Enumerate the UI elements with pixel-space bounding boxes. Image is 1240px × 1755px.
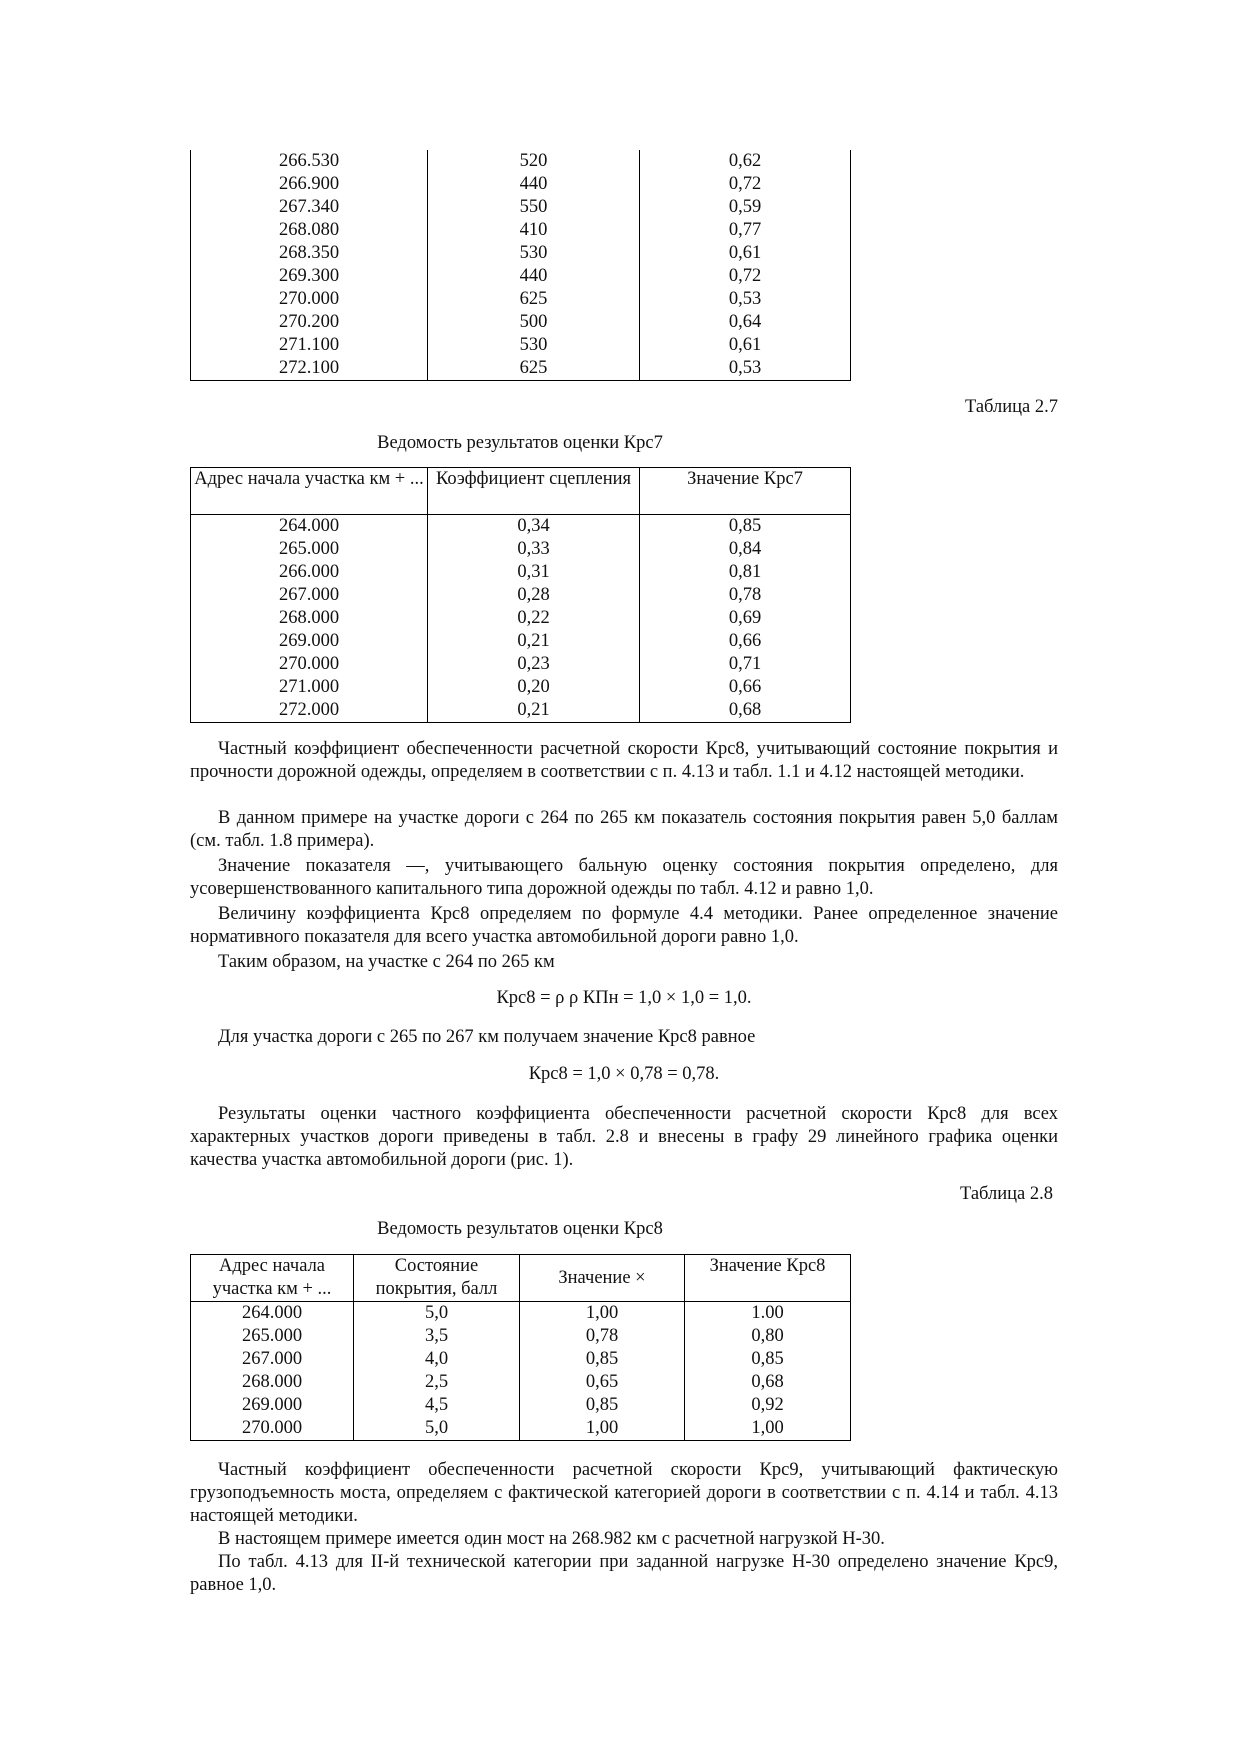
table-cell: 0,80 bbox=[685, 1325, 851, 1348]
table-cell: 0,85 bbox=[640, 515, 851, 539]
table-cell: 2,5 bbox=[354, 1371, 520, 1394]
table-cell: 0,65 bbox=[520, 1371, 685, 1394]
table-row bbox=[191, 311, 851, 334]
table-cell: 0,72 bbox=[640, 265, 851, 288]
table-cell: 0,68 bbox=[640, 699, 851, 723]
table-cell: 0,85 bbox=[685, 1348, 851, 1371]
table-cell: 0,31 bbox=[428, 561, 640, 584]
table-row bbox=[191, 173, 851, 196]
table-row bbox=[191, 515, 851, 539]
paragraph-8: Частный коэффициент обеспеченности расчетной скорости Крс9, учитывающий фактическую грузоподъемность моста, определяем с фактической категорией дороги в соответствии с п. 4.14 и табл. 4.13 настоящей методики. bbox=[190, 1460, 1058, 1526]
table-continuation bbox=[190, 150, 851, 381]
table-cell: 4,5 bbox=[354, 1394, 520, 1417]
table-2-8-label: Таблица 2.8 bbox=[960, 1184, 1053, 1204]
paragraph-7: Результаты оценки частного коэффициента обеспеченности расчетной скорости Крс8 для всех характерных участков дороги приведены в табл. 2.8 и внесены в графу 29 линейного графика оценки качества участка автомобильной дороги (рис. 1). bbox=[190, 1104, 1058, 1170]
table-row bbox=[191, 334, 851, 357]
table-cell: 270.200 bbox=[191, 311, 428, 334]
table-row bbox=[191, 676, 851, 699]
table-cell: 271.100 bbox=[191, 334, 428, 357]
table-cell: 264.000 bbox=[191, 515, 428, 539]
table-cell: 267.000 bbox=[191, 584, 428, 607]
table-cell: 625 bbox=[428, 357, 640, 381]
table-cell: 0,64 bbox=[640, 311, 851, 334]
table-cell: 0,21 bbox=[428, 699, 640, 723]
table-2-7-label: Таблица 2.7 bbox=[965, 397, 1058, 417]
table-cell: 269.000 bbox=[191, 1394, 354, 1417]
table-cell: 500 bbox=[428, 311, 640, 334]
table-cell: 440 bbox=[428, 173, 640, 196]
paragraph-2: В данном примере на участке дороги с 264 по 265 км показатель состояния покрытия равен 5,0 баллам (см. табл. 1.8 примера). bbox=[190, 808, 1058, 851]
header-address: Адрес начала участка км + ... bbox=[194, 469, 424, 489]
table-row bbox=[191, 1348, 851, 1371]
paragraph-1: Частный коэффициент обеспеченности расчетной скорости Крс8, учитывающий состояние покрытия и прочности дорожной одежды, определяем в соответствии с п. 4.13 и табл. 1.1 и 4.12 настоящей методики. bbox=[190, 739, 1058, 782]
header-krs8: Значение Крс8 bbox=[709, 1256, 826, 1276]
table-cell: 410 bbox=[428, 219, 640, 242]
paragraph-10: По табл. 4.13 для II-й технической категории при заданной нагрузке Н-30 определено значение Крс9, равное 1,0. bbox=[190, 1552, 1058, 1595]
header-krs7: Значение Крс7 bbox=[687, 469, 803, 489]
header-address: Адрес начала участка км + ... bbox=[212, 1256, 332, 1299]
table-row bbox=[191, 288, 851, 311]
table-cell: 3,5 bbox=[354, 1325, 520, 1348]
table-cell: 0,68 bbox=[685, 1371, 851, 1394]
table-cell: 5,0 bbox=[354, 1302, 520, 1326]
table-cell: 530 bbox=[428, 242, 640, 265]
table-cell: 270.000 bbox=[191, 288, 428, 311]
table-cell: 0,61 bbox=[640, 334, 851, 357]
paragraph-4: Величину коэффициента Крс8 определяем по формуле 4.4 методики. Ранее определенное значение нормативного показателя для всего участка автомобильной дороги равно 1,0. bbox=[190, 904, 1058, 947]
formula-2: Крс8 = 1,0 × 0,78 = 0,78. bbox=[528, 1064, 720, 1084]
table-cell: 0,62 bbox=[640, 150, 851, 173]
table-row bbox=[191, 630, 851, 653]
table-row bbox=[191, 1302, 851, 1326]
table-cell: 0,22 bbox=[428, 607, 640, 630]
table-cell: 272.100 bbox=[191, 357, 428, 381]
table-cell: 271.000 bbox=[191, 676, 428, 699]
table-cell: 266.000 bbox=[191, 561, 428, 584]
table-row bbox=[191, 1325, 851, 1348]
table-cell: 0,66 bbox=[640, 676, 851, 699]
table-row bbox=[191, 196, 851, 219]
table-cell: 1,00 bbox=[520, 1302, 685, 1326]
table-cell: 267.000 bbox=[191, 1348, 354, 1371]
table-cell: 4,0 bbox=[354, 1348, 520, 1371]
table-cell: 1,00 bbox=[520, 1417, 685, 1441]
table-cell: 264.000 bbox=[191, 1302, 354, 1326]
table-cell: 625 bbox=[428, 288, 640, 311]
table-row bbox=[191, 561, 851, 584]
table-cell: 272.000 bbox=[191, 699, 428, 723]
table-row bbox=[191, 219, 851, 242]
table-cell: 267.340 bbox=[191, 196, 428, 219]
table-cell: 265.000 bbox=[191, 1325, 354, 1348]
table-cell: 268.350 bbox=[191, 242, 428, 265]
table-cell: 0,85 bbox=[520, 1348, 685, 1371]
table-2-8 bbox=[190, 1254, 851, 1441]
table-cell: 266.530 bbox=[191, 150, 428, 173]
table-cell: 0,34 bbox=[428, 515, 640, 539]
table-cell: 0,61 bbox=[640, 242, 851, 265]
table-row bbox=[191, 150, 851, 173]
table-cell: 270.000 bbox=[191, 1417, 354, 1441]
table-2-7 bbox=[190, 467, 851, 723]
table-row bbox=[191, 1417, 851, 1441]
table-cell: 0,69 bbox=[640, 607, 851, 630]
table-cell: 0,85 bbox=[520, 1394, 685, 1417]
table-cell: 0,66 bbox=[640, 630, 851, 653]
table-2-8-title: Ведомость результатов оценки Крс8 bbox=[377, 1219, 663, 1239]
table-cell: 266.900 bbox=[191, 173, 428, 196]
table-cell: 268.080 bbox=[191, 219, 428, 242]
table-cell: 268.000 bbox=[191, 1371, 354, 1394]
header-value-x: Значение × bbox=[558, 1268, 646, 1288]
table-row bbox=[191, 357, 851, 381]
paragraph-3: Значение показателя —, учитывающего бальную оценку состояния покрытия определено, для усовершенствованного капитального типа дорожной одежды по табл. 4.12 и равно 1,0. bbox=[190, 856, 1058, 899]
table-cell: 0,21 bbox=[428, 630, 640, 653]
table-cell: 440 bbox=[428, 265, 640, 288]
table-cell: 0,33 bbox=[428, 538, 640, 561]
table-cell: 268.000 bbox=[191, 607, 428, 630]
table-row bbox=[191, 653, 851, 676]
table-row bbox=[191, 265, 851, 288]
table-cell: 0,72 bbox=[640, 173, 851, 196]
table-cell: 0,84 bbox=[640, 538, 851, 561]
table-cell: 0,53 bbox=[640, 288, 851, 311]
table-cell: 0,28 bbox=[428, 584, 640, 607]
table-cell: 0,78 bbox=[640, 584, 851, 607]
table-cell: 0,23 bbox=[428, 653, 640, 676]
table-cell: 1,00 bbox=[685, 1417, 851, 1441]
formula-1: Крс8 = ρ ρ КПн = 1,0 × 1,0 = 1,0. bbox=[496, 988, 752, 1008]
table-cell: 270.000 bbox=[191, 653, 428, 676]
header-coefficient: Коэффициент сцепления bbox=[435, 469, 632, 489]
table-row bbox=[191, 242, 851, 265]
table-cell: 265.000 bbox=[191, 538, 428, 561]
table-cell: 1.00 bbox=[685, 1302, 851, 1326]
paragraph-9: В настоящем примере имеется один мост на 268.982 км с расчетной нагрузкой Н-30. bbox=[218, 1529, 885, 1549]
table-row bbox=[191, 584, 851, 607]
table-cell: 0,53 bbox=[640, 357, 851, 381]
table-cell: 520 bbox=[428, 150, 640, 173]
table-cell: 0,59 bbox=[640, 196, 851, 219]
table-cell: 0,77 bbox=[640, 219, 851, 242]
paragraph-6: Для участка дороги с 265 по 267 км получаем значение Крс8 равное bbox=[218, 1027, 756, 1047]
table-cell: 0,81 bbox=[640, 561, 851, 584]
header-state: Состояние покрытия, балл bbox=[375, 1256, 498, 1299]
table-2-7-title: Ведомость результатов оценки Крс7 bbox=[377, 433, 663, 453]
table-cell: 550 bbox=[428, 196, 640, 219]
table-cell: 0,20 bbox=[428, 676, 640, 699]
table-cell: 530 bbox=[428, 334, 640, 357]
table-cell: 0,78 bbox=[520, 1325, 685, 1348]
table-row bbox=[191, 1371, 851, 1394]
table-cell: 0,92 bbox=[685, 1394, 851, 1417]
table-cell: 269.300 bbox=[191, 265, 428, 288]
table-cell: 0,71 bbox=[640, 653, 851, 676]
table-row bbox=[191, 607, 851, 630]
table-row bbox=[191, 538, 851, 561]
table-row bbox=[191, 699, 851, 723]
table-row bbox=[191, 1394, 851, 1417]
table-cell: 5,0 bbox=[354, 1417, 520, 1441]
table-cell: 269.000 bbox=[191, 630, 428, 653]
paragraph-5: Таким образом, на участке с 264 по 265 км bbox=[218, 952, 555, 972]
